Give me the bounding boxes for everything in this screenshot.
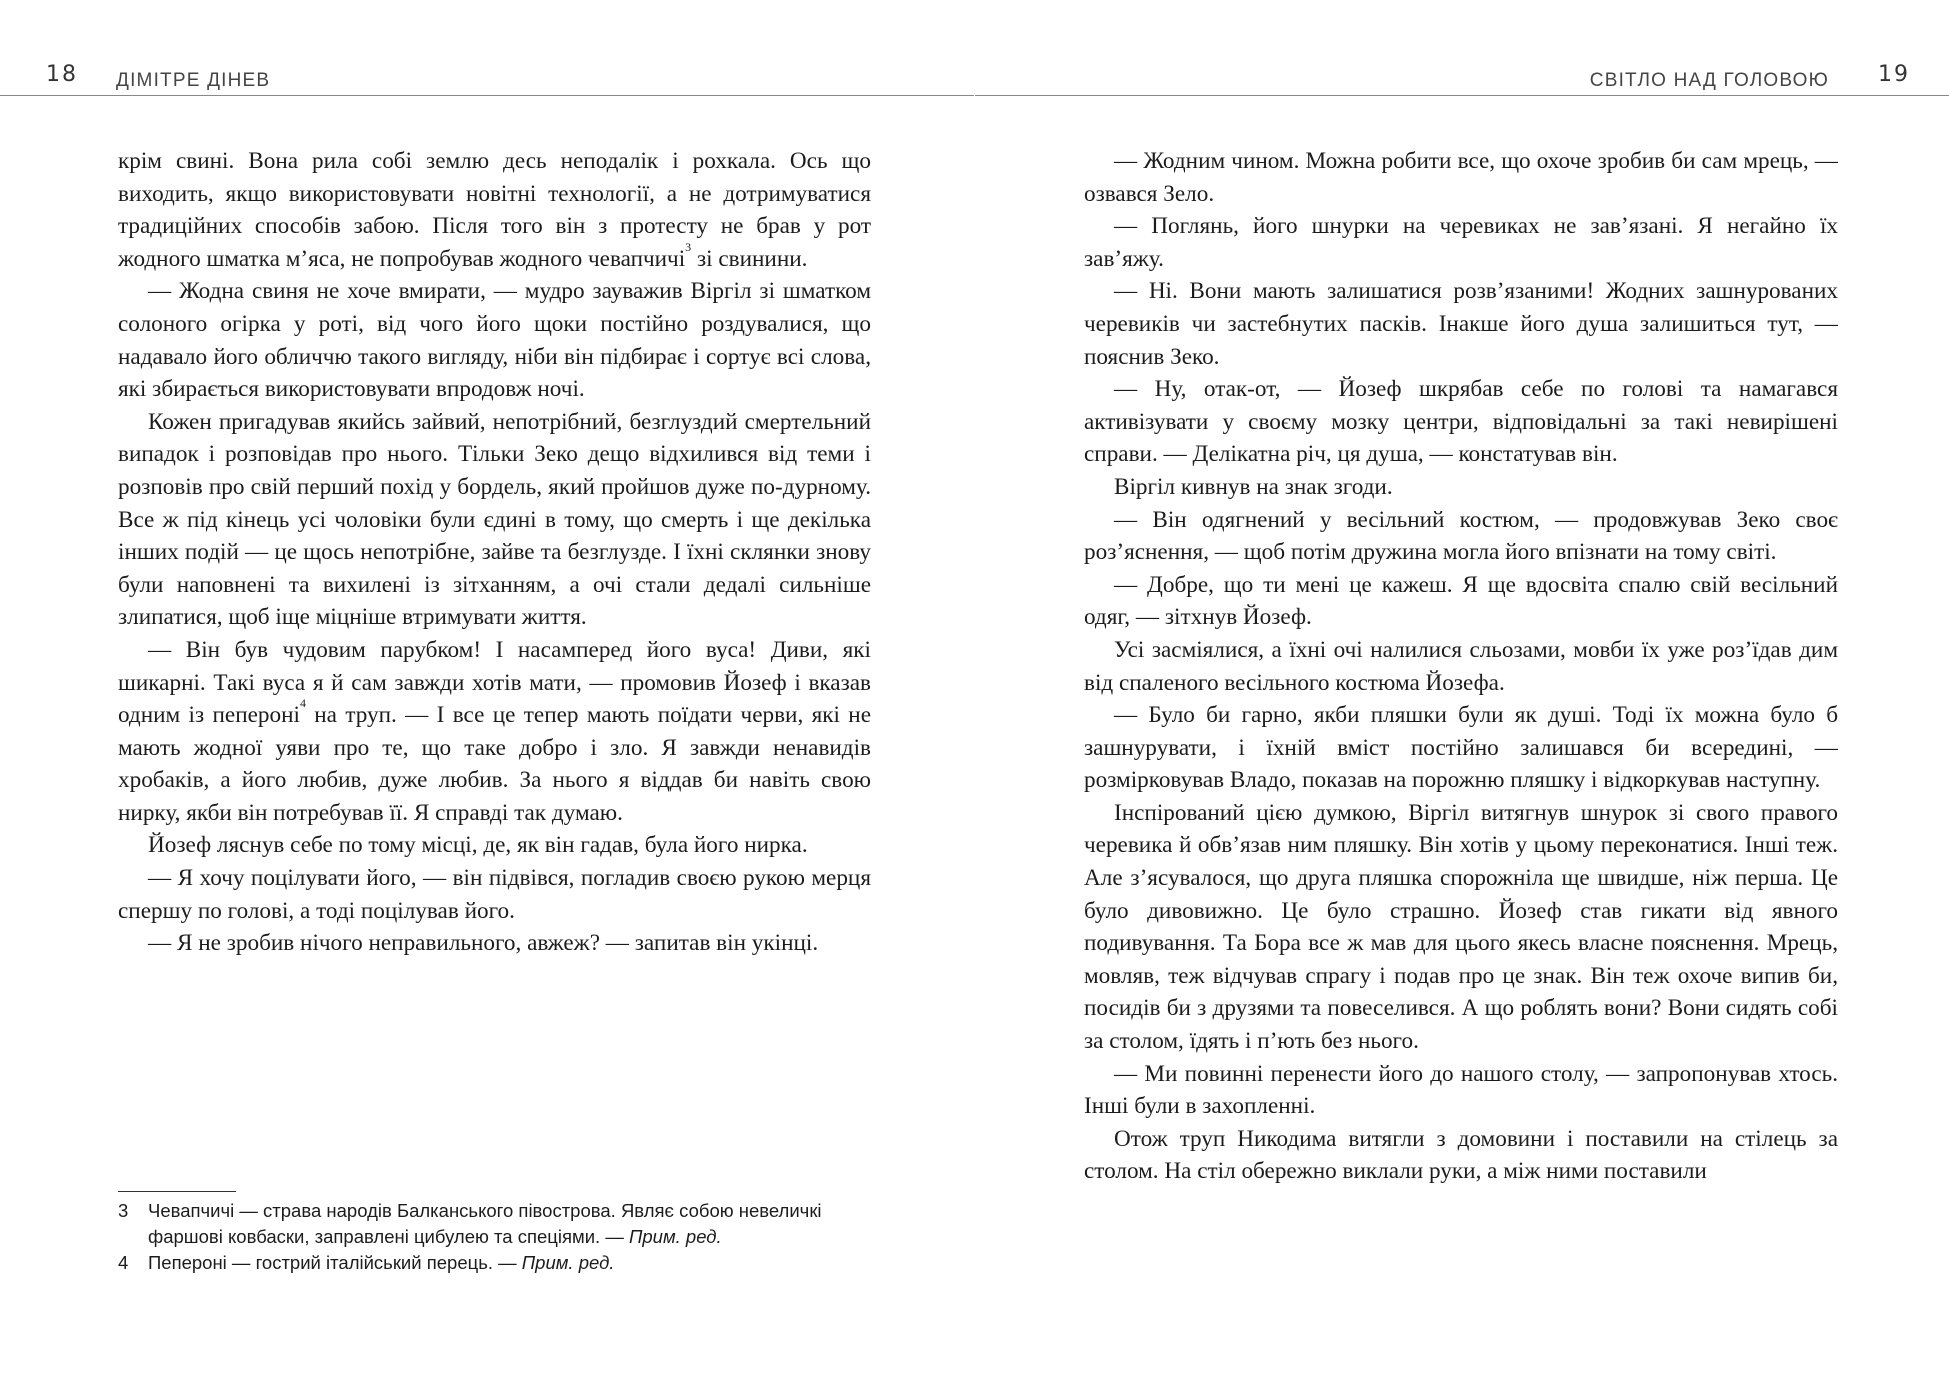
page-number: 19 [1878, 62, 1910, 87]
footnotes [118, 1198, 871, 1276]
left-page [0, 0, 974, 1388]
right-page [975, 0, 1949, 1388]
paragraph: — Ми повинні перенести його до нашого столу, — запропонував хтось. Інші були в захопленні. [1084, 1060, 1838, 1120]
paragraph: — Поглянь, його шнурки на черевиках не зав’язані. Я негайно їх зав’яжу. [1084, 213, 1838, 272]
paragraph: — Ну, отак-от, — Йозеф шкрябав себе по голові та намагався активізувати у своєму мозку центри, відповідальні за такі невирішені справи. — Делікатна річ, ця душа, — констатував він. [1084, 376, 1838, 468]
paragraph: — Він був чудовим парубком! І насамперед його вуса! Диви, які шикарні. Такі вуса я й сам завжди хотів мати, — промовив Йозеф і вказав одним із пепероні$^4$ на труп. — І все це тепер мають поїдати черви, які не мають жодної уяви про те, що таке добро і зло. Я завжди ненавидів хробаків, а його любив, дуже любив. За нього я віддав би навіть свою нирку, якби він потребував її. Я справді так думаю. [118, 636, 871, 826]
paragraph: — Він одягнений у весільний костюм, — продовжував Зеко своє роз’яснення, — щоб потім дружина могла його впізнати на тому світі. [1084, 506, 1838, 566]
footnote-ref: 3 [685, 239, 692, 254]
paragraph: — Добре, що ти мені це кажеш. Я ще вдосвіта спалю свій весільний одяг, — зітхнув Йозеф. [1084, 571, 1838, 631]
footnote: 4 Пепероні — гострий італійський перець. — Прим. ред. [118, 1252, 615, 1273]
paragraph: — Було би гарно, якби пляшки були як душі. Тоді їх можна було б зашнурувати, і їхній вміст постійно залишався би всередині, — розмірковував Владо, показав на порожню пляшку і відкоркував наступну. [1084, 702, 1838, 794]
paragraph: Отож труп Никодима витягли з домовини і поставили на стілець за столом. На стіл обережно виклали руки, а між ними поставили [1084, 1125, 1838, 1185]
running-head: СВІТЛО НАД ГОЛОВОЮ [1589, 70, 1829, 91]
paragraph: Віргіл кивнув на знак згоди. [1114, 473, 1393, 500]
body-text [1084, 145, 1838, 1188]
footnote: 3 Чевапчичі — страва народів Балканського півострова. Являє собою невеличкі фаршові ковбаски, заправлені цибулею та спеціями. — Прим. ред. [118, 1200, 822, 1247]
paragraph: — Жодна свиня не хоче вмирати, — мудро зауважив Віргіл зі шматком солоного огірка у роті, від чого його щоки постійно роздувалися, що надавало його обличчю такого вигляду, ніби він підбирає і сортує всі слова, які збирається використовувати впродовж ночі. [118, 278, 871, 403]
paragraph: — Жодним чином. Можна робити все, що охоче зробив би сам мрець, — озвався Зело. [1084, 148, 1838, 207]
header-rule [975, 95, 1949, 96]
header-rule [0, 95, 974, 96]
footnote-ref: 4 [299, 696, 306, 711]
page-number: 18 [46, 62, 78, 87]
paragraph: — Ні. Вони мають залишатися розв’язаними! Жодних зашнурованих черевиків чи застебнутих пасків. Інакше його душа залишиться тут, — пояснив Зеко. [1084, 278, 1838, 370]
running-head: ДІМІТРЕ ДІНЕВ [116, 70, 271, 91]
paragraph: — Я хочу поцілувати його, — він підвівся, погладив своєю рукою мерця спершу по голові, а тоді поцілував його. [118, 865, 871, 924]
paragraph: Інспірований цією думкою, Віргіл витягнув шнурок зі свого правого черевика й обв’язав ним пляшку. Він хотів у цьому переконатися. Інші теж. Але з’ясувалося, що друга пляшка спорожніла ще швидше, ніж перша. Це було дивовижно. Це було страшно. Йозеф став гикати від явного подивування. Та Бора все ж мав для цього якесь власне пояснення. Мрець, мовляв, теж відчував спрагу і подав про це знак. Він теж охоче випив би, посидів би з друзями та повеселився. А що роблять вони? Вони сидять собі за столом, їдять і п’ють без нього. [1084, 799, 1838, 1055]
paragraph: — Я не зробив нічого неправильного, авжеж? — запитав він укінці. [148, 930, 819, 957]
paragraph: Усі засміялися, а їхні очі налилися сльозами, мовби їх уже роз’їдав дим від спаленого весільного костюма Йозефа. [1084, 636, 1838, 696]
paragraph: крім свині. Вона рила собі землю десь неподалік і рохкала. Ось що виходить, якщо використовувати новітні технології, а не дотримуватися традиційних способів забою. Після того він з протесту не брав у рот жодного шматка м’яса, не попробував жодного чевапчичі$^3$ зі свинини. [118, 148, 871, 272]
footnote-rule [118, 1191, 236, 1192]
paragraph: Йозеф ляснув себе по тому місці, де, як він гадав, була його нирка. [148, 832, 808, 859]
paragraph: Кожен пригадував якийсь зайвий, непотрібний, безглуздий смертельний випадок і розповідав про нього. Тільки Зеко дещо відхилився від теми і розповів про свій перший похід у бордель, який пройшов дуже по-дурному. Все ж під кінець усі чоловіки були єдині в тому, що смерть і ще декілька інших подій — це щось непотрібне, зайве та безглузде. І їхні склянки знову були наповнені та вихилені із зітханням, а очі стали дедалі сильніше злипатися, щоб іще міцніше втримувати життя. [118, 408, 871, 631]
body-text [118, 145, 871, 960]
